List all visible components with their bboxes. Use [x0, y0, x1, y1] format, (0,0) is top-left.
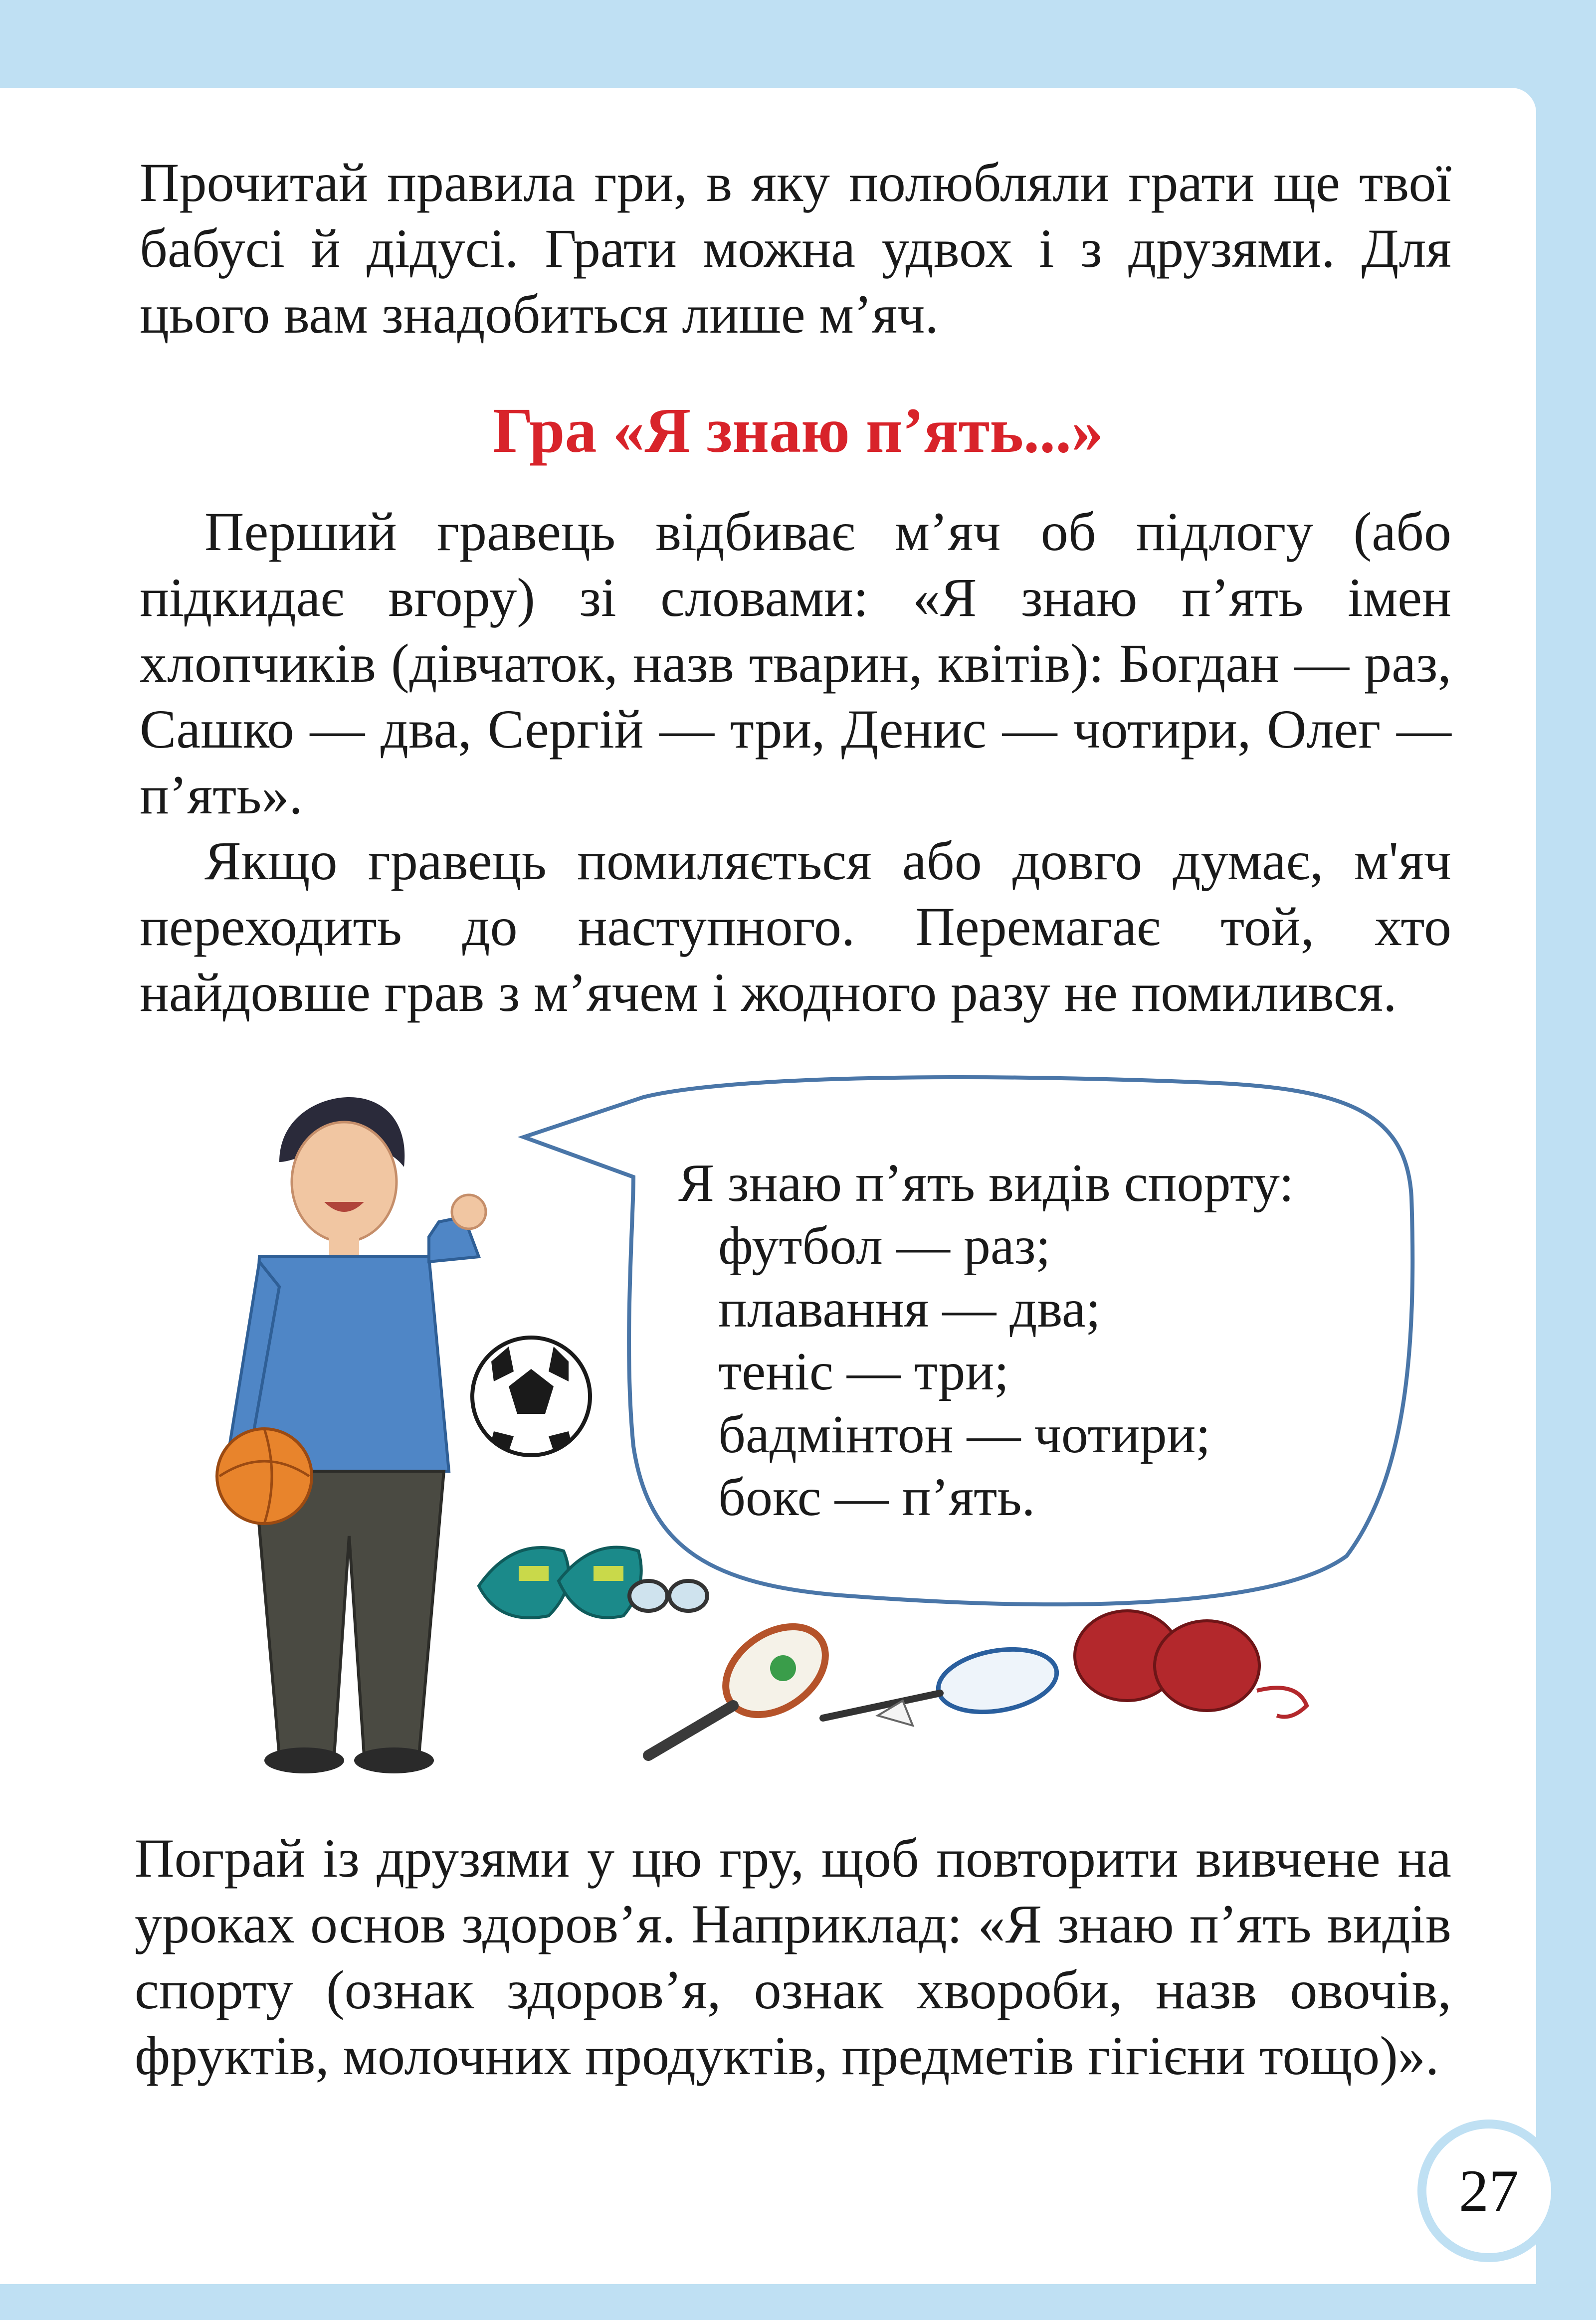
boxing-gloves-icon — [1075, 1611, 1307, 1717]
speech-item: футбол — раз; — [718, 1216, 1051, 1276]
soccer-ball-icon — [472, 1338, 590, 1455]
rule-paragraph-1: Перший гравець відбиває м’яч об підлогу (або підкидає вгору) зі словами: «Я знаю п’ять імен хлопчиків (дівчаток, назв тварин, квітів): Богдан — раз, Сашко — два, Сергій — три, Денис — чотири, Олег — п’ять». — [140, 501, 1451, 825]
speech-item: бокс — п’ять. — [718, 1468, 1035, 1527]
speech-text — [678, 1152, 1416, 1529]
intro-paragraph: Прочитай правила гри, в яку полюбляли грати ще твої бабусі й дідусі. Грати можна удвох і з друзями. Для цього вам знадобиться лише м’яч. — [140, 152, 1451, 345]
swim-flippers-icon — [479, 1547, 641, 1618]
basketball-icon — [217, 1429, 312, 1524]
speech-item: теніс — три; — [718, 1342, 1009, 1401]
outro-paragraph: Пограй із друзями у цю гру, щоб повторити вивчене на уроках основ здоров’я. Наприклад: «Я знаю п’ять видів спорту (ознак здоров’я, ознак хвороби, назв овочів, фруктів, молочних продуктів, предметів гігієни тощо)». — [135, 1828, 1451, 2086]
speech-item: бадмінтон — чотири; — [718, 1405, 1211, 1464]
swim-goggles-icon — [629, 1581, 707, 1611]
page-number: 27 — [1426, 2128, 1551, 2253]
badminton-racket-icon — [823, 1641, 1062, 1726]
rule-paragraph-2: Якщо гравець помиляється або довго думає, м'яч переходить до наступного. Перемагає той, хто найдовше грав з м’ячем і жодного разу не помилився. — [140, 830, 1451, 1023]
speech-heading: Я знаю п’ять видів спорту: — [678, 1154, 1294, 1213]
game-title: Гра «Я знаю п’ять...» — [492, 395, 1104, 466]
speech-item: плавання — два; — [718, 1279, 1101, 1339]
tennis-racket-icon — [648, 1608, 842, 1755]
